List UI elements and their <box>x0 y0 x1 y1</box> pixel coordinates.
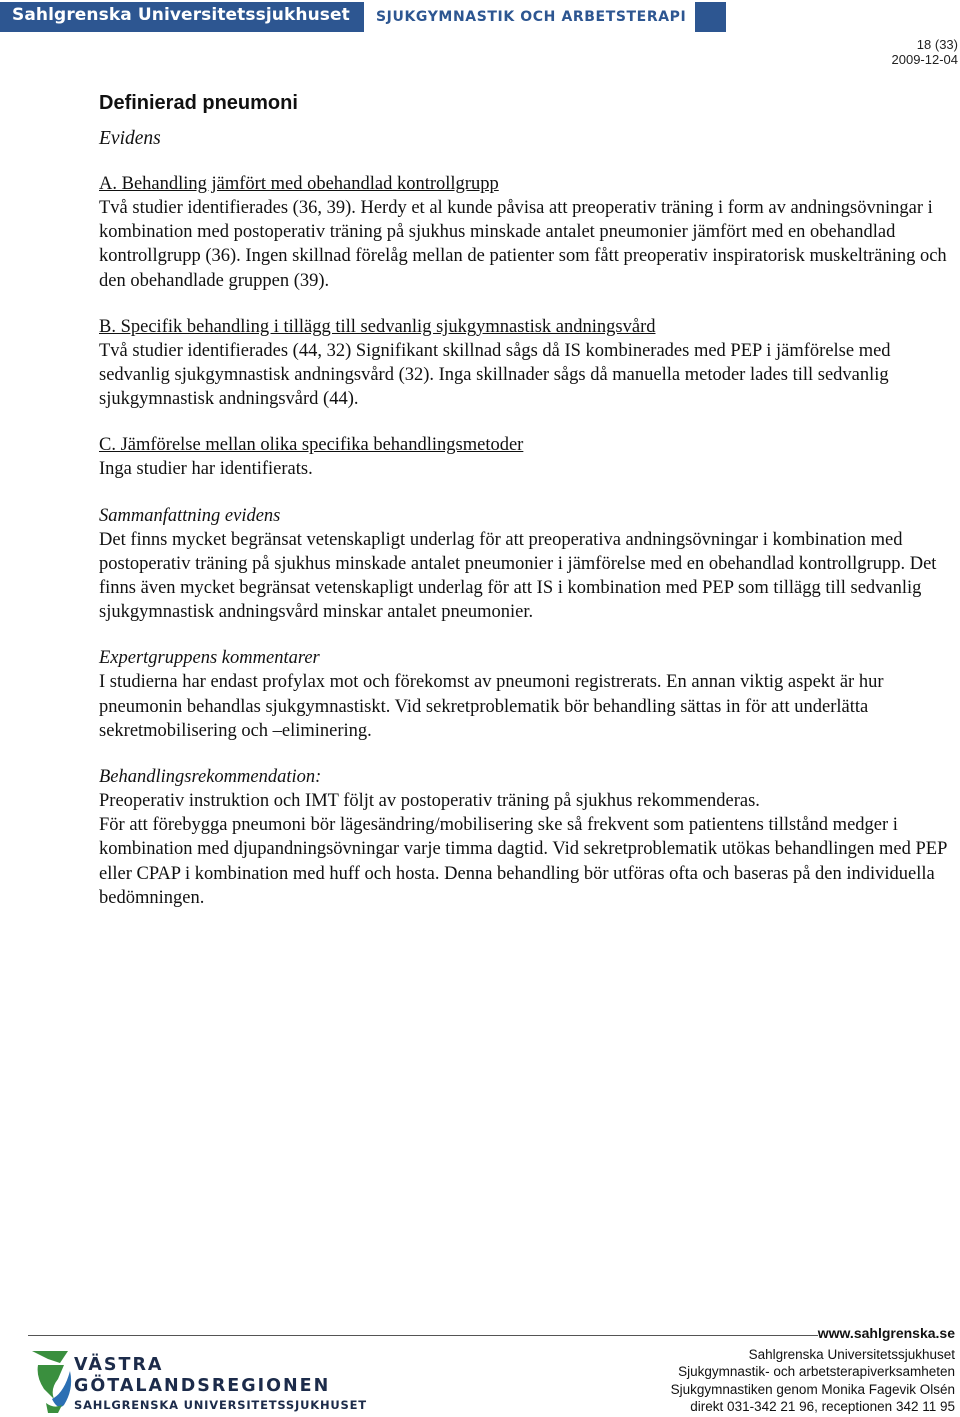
summary-title: Sammanfattning evidens <box>99 505 281 526</box>
page-date: 2009-12-04 <box>891 52 958 67</box>
footer-website-link[interactable]: www.sahlgrenska.se <box>817 1325 955 1341</box>
page-header <box>0 0 960 34</box>
logo-text-vastra: VÄSTRA <box>74 1355 164 1375</box>
footer-contact <box>671 1346 955 1416</box>
header-title: Sahlgrenska Universitetssjukhuset <box>12 5 350 25</box>
footer-divider <box>28 1335 818 1336</box>
page-heading: Definierad pneumoni <box>99 92 298 114</box>
recommendation-text-2: För att förebygga pneumoni bör lägesändring/mobilisering ske så frekvent som patientens tillstånd medger i kombination med djupandningsövningar varje timma dagtid. Vid sekretproblematik utökas behandlingen med PEP eller CPAP i kombination med huff och hosta. Denna behandling bör utföras ofta och baseras på den individuella bedömningen. <box>99 815 947 908</box>
summary-text: Det finns mycket begränsat vetenskapligt underlag för att preoperativa andningsövningar i kombination med postoperativ träning på sjukhus minskade antalet pneumonier i jämförelse med en obehandlad kontrollgrupp. Det finns även mycket begränsat vetenskapligt underlag för att IS i kombination med PEP som tillägg till sedvanlig sjukgymnastisk andningsvård minskar antalet pneumonier. <box>99 529 937 623</box>
header-subtitle: SJUKGYMNASTIK OCH ARBETSTERAPI <box>376 9 687 25</box>
footer-line-organization: Sahlgrenska Universitetssjukhuset <box>748 1347 955 1362</box>
logo-text-gotalandsregionen: GÖTALANDSREGIONEN <box>74 1376 331 1396</box>
recommendation-title: Behandlingsrekommendation: <box>99 767 322 788</box>
header-band-right <box>695 2 726 32</box>
footer-line-department: Sjukgymnastik- och arbetsterapiverksamheten <box>678 1364 955 1380</box>
evidence-title: Evidens <box>99 128 161 149</box>
section-a-text: Två studier identifierades (36, 39). Herdy et al kunde påvisa att preoperativ träning i form av andningsövningar i kombination med postoperativ träning på sjukhus minskade antalet pneumonier jämfört med en obehandlad kontrollgrupp (36). Ingen skillnad förelåg mellan de patienter som fått preoperativ inspiratorisk muskelträning och den obehandlade gruppen (39). <box>99 198 947 291</box>
section-a-title: A. Behandling jämfört med obehandlad kontrollgrupp <box>99 174 499 194</box>
logo-text-sahlgrenska: SAHLGRENSKA UNIVERSITETSSJUKHUSET <box>74 1398 367 1412</box>
section-b-title: B. Specifik behandling i tillägg till sedvanlig sjukgymnastisk andningsvård <box>99 316 656 337</box>
section-b-text: Två studier identifierades (44, 32) Signifikant skillnad sågs då IS kombinerades med PEP i jämförelse med sedvanlig sjukgymnastisk andningsvård (32). Inga skillnader sågs då manuella metoder lades till sedvanlig sjukgymnastisk andningsvård (44). <box>99 340 891 410</box>
page-meta <box>892 37 959 67</box>
footer-line-contact-person: Sjukgymnastiken genom Monika Fagevik Olsén <box>670 1381 955 1397</box>
footer-line-phone: direkt 031-342 21 96, receptionen 342 11 95 <box>690 1399 955 1415</box>
section-c-title: C. Jämförelse mellan olika specifika behandlingsmetoder <box>99 435 524 456</box>
expert-title: Expertgruppens kommentarer <box>99 648 320 669</box>
expert-text: I studierna har endast profylax mot och förekomst av pneumoni registrerats. En annan viktig aspekt är hur pneumonin behandlas sjukgymnastiskt. Vid sekretproblematik bör behandling sättas in för att underlätta sekretmobilisering och –eliminering. <box>99 672 884 741</box>
recommendation-text-1: Preoperativ instruktion och IMT följt av postoperativ träning på sjukhus rekommenderas. <box>99 791 760 812</box>
section-c-text: Inga studier har identifierats. <box>99 459 313 480</box>
page-number: 18 (33) <box>916 37 958 52</box>
document-body <box>99 88 959 910</box>
